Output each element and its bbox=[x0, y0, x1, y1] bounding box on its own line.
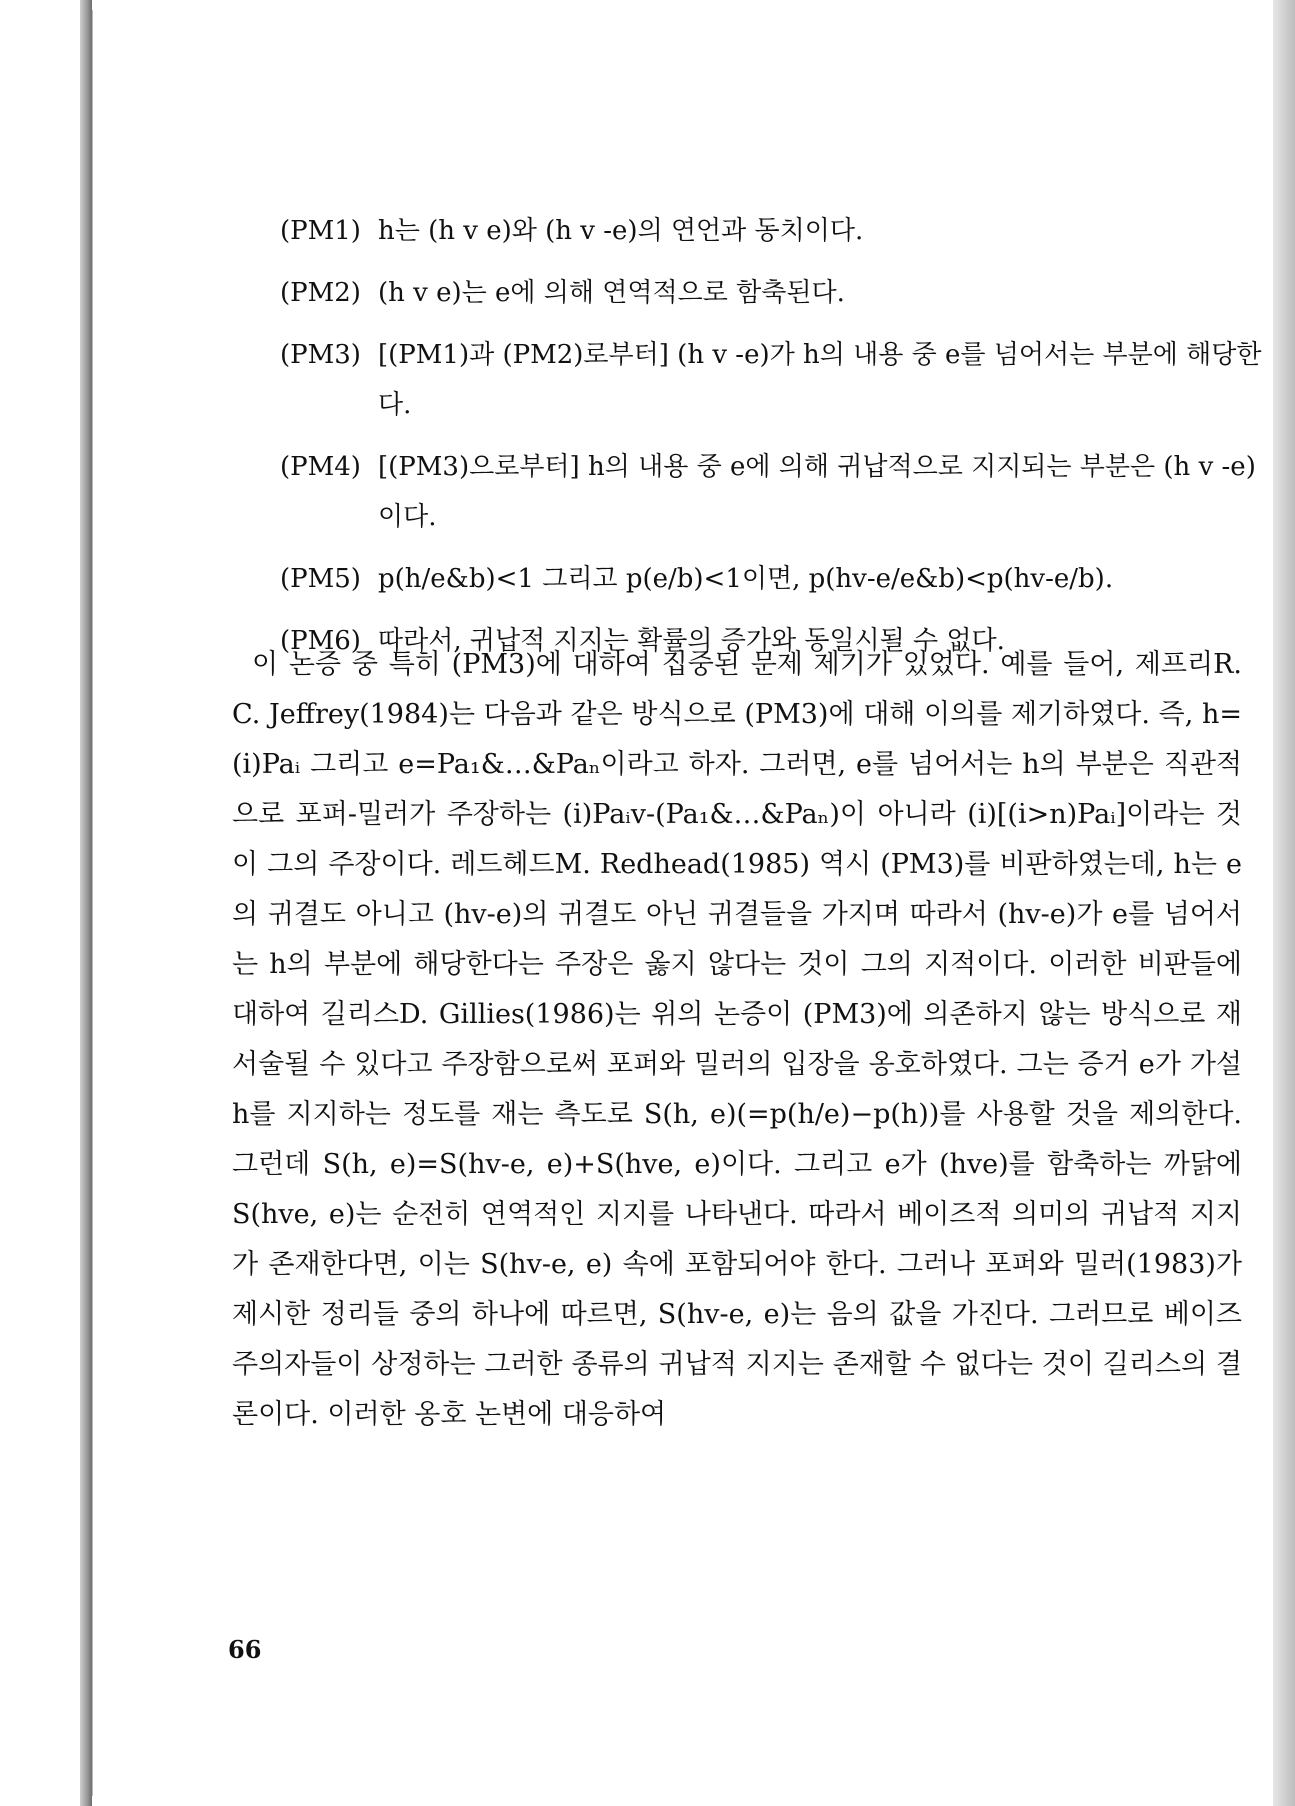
premise-text: [(PM1)과 (PM2)로부터] (h v -e)가 h의 내용 중 e를 넘어서는 부분에 해당한다. bbox=[378, 340, 1262, 420]
premise-label: (PM3) bbox=[280, 340, 361, 370]
premise-label: (PM4) bbox=[280, 452, 361, 482]
body-paragraph: 이 논증 중 특히 (PM3)에 대하여 집중된 문제 제기가 있었다. 예를 들어, 제프리R. C. Jeffrey(1984)는 다음과 같은 방식으로 (PM3)에 대해 이의를 제기하였다. 즉, h=(i)Paᵢ 그리고 e=Pa₁&…&Paₙ이라고 하자. 그러면, e를 넘어서는 h의 부분은 직관적으로 포퍼-밀러가 주장하는 (i)Paᵢv-(Pa₁&…&Paₙ)이 아니라 (i)[(i>n)Paᵢ]이라는 것이 그의 주장이다. 레드헤드M. Redhead(1985) 역시 (PM3)를 비판하였는데, h는 e의 귀결도 아니고 (hv-e)의 귀결도 아닌 귀결들을 가지며 따라서 (hv-e)가 e를 넘어서는 h의 부분에 해당한다는 주장은 옳지 않다는 것이 그의 지적이다. 이러한 비판들에 대하여 길리스D. Gillies(1986)는 위의 논증이 (PM3)에 의존하지 않는 방식으로 재서술될 수 있다고 주장함으로써 포퍼와 밀러의 입장을 옹호하였다. 그는 증거 e가 가설 h를 지지하는 정도를 재는 측도로 S(h, e)(=p(h/e)−p(h))를 사용할 것을 제의한다. 그런데 S(h, e)=S(hv-e, e)+S(hve, e)이다. 그리고 e가 (hve)를 함축하는 까닭에 S(hve, e)는 순전히 연역적인 지지를 나타낸다. 따라서 베이즈적 의미의 귀납적 지지가 존재한다면, 이는 S(hv-e, e) 속에 포함되어야 한다. 그러나 포퍼와 밀러(1983)가 제시한 정리들 중의 하나에 따르면, S(hv-e, e)는 음의 값을 가진다. 그러므로 베이즈주의자들이 상정하는 그러한 종류의 귀납적 지지는 존재할 수 없다는 것이 길리스의 결론이다. 이러한 옹호 논변에 대응하여 bbox=[232, 649, 1242, 1430]
premise-item bbox=[280, 554, 1270, 604]
premise-item bbox=[280, 268, 1270, 318]
premise-text: (h v e)는 e에 의해 연역적으로 함축된다. bbox=[378, 278, 845, 308]
premise-item bbox=[280, 442, 1270, 542]
premise-text: [(PM3)으로부터] h의 내용 중 e에 의해 귀납적으로 지지되는 부분은 (h v -e)이다. bbox=[378, 452, 1256, 532]
premise-text: 따라서, 귀납적 지지는 확률의 증가와 동일시될 수 없다. bbox=[378, 626, 1005, 656]
premise-label: (PM6) bbox=[280, 626, 361, 656]
premise-text: p(h/e&b)<1 그리고 p(e/b)<1이면, p(hv-e/e&b)<p(hv-e/b). bbox=[378, 564, 1114, 594]
premise-item bbox=[280, 330, 1270, 430]
premise-label: (PM2) bbox=[280, 278, 361, 308]
book-spine-edge bbox=[80, 0, 92, 1806]
premise-label: (PM1) bbox=[280, 216, 361, 246]
premise-item bbox=[280, 206, 1270, 256]
page-number: 66 bbox=[228, 1635, 262, 1664]
book-right-edge bbox=[1273, 0, 1295, 1806]
premise-list bbox=[280, 206, 1270, 678]
book-page bbox=[92, 10, 1272, 1796]
premise-label: (PM5) bbox=[280, 564, 361, 594]
premise-text: h는 (h v e)와 (h v -e)의 연언과 동치이다. bbox=[378, 216, 864, 246]
